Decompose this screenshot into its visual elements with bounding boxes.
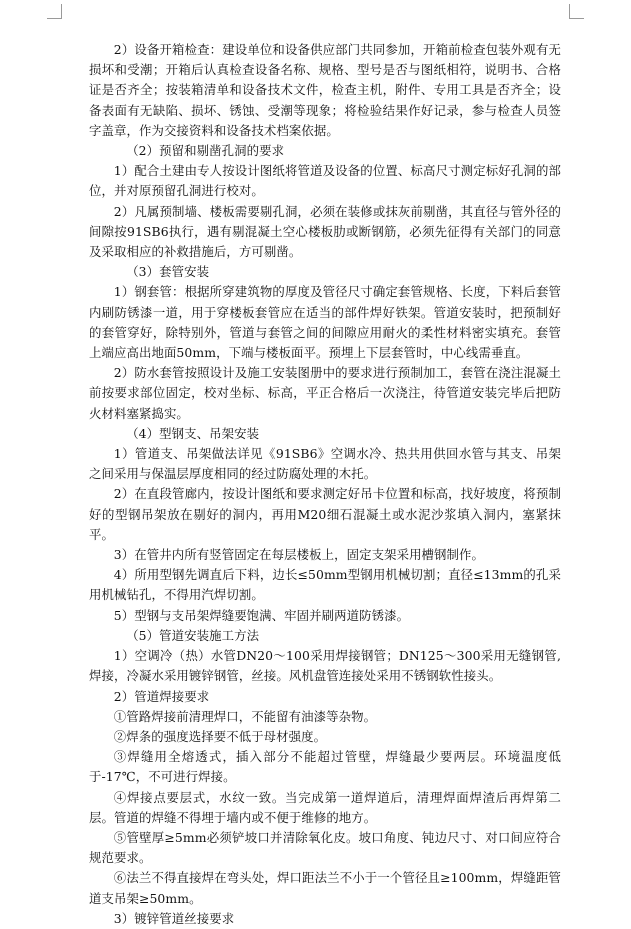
paragraph: 2）设备开箱检查：建设单位和设备供应部门共同参加，开箱前检查包装外观有无损坏和受潮；开箱后认真检查设备名称、规格、型号是否与图纸相符，说明书、合格证是否齐全；按装箱清单和设备技术文件，检查主机，附件、专用工具是否齐全；设备表面有无缺陷、损坏、锈蚀、受潮等现象；将检验结果作好记录，参与检查人员签字盖章，作为交接资料和设备技术档案依据。 [89,42,561,138]
section-heading: （3）套管安装 [126,264,210,280]
paragraph: ⑤管壁厚≥5mm必须铲坡口并清除氧化皮。坡口角度、钝边尺寸、对口间应符合规范要求。 [89,829,561,866]
paragraph: ④焊接点要层式，水纹一致。当完成第一道焊道后，清理焊面焊渣后再焊第二层。管道的焊缝不得埋于墙内或不便于维修的地方。 [89,789,561,825]
section-heading: （2）预留和剔凿孔洞的要求 [126,143,285,159]
paragraph: 1）配合土建由专人按设计图纸将管道及设备的位置、标高尺寸测定标好孔洞的部位，并对原预留孔洞进行校对。 [89,163,561,199]
paragraph: 5）型钢与支吊架焊缝要饱满、牢固并刷两道防锈漆。 [113,607,410,623]
paragraph: 2）在直段管廊内，按设计图纸和要求测定好吊卡位置和标高，找好坡度，将预制好的型钢吊架放在剔好的洞内，再用M20细石混凝土或水泥沙浆填入洞内，塞紧抹平。 [89,486,561,542]
paragraph: ②焊条的强度选择要不低于母材强度。 [113,728,327,744]
document-body [89,40,561,929]
paragraph: 4）所用型钢先调直后下料，边长≤50mm型钢用机械切割；直径≤13mm的孔采用机械钻孔，不得用汽焊切割。 [89,567,561,603]
paragraph: 1）空调冷（热）水管DN20～100采用焊接钢管；DN125～300采用无缝钢管,焊接，冷凝水采用镀锌钢管，丝接。风机盘管连接处采用不锈钢软性接头。 [89,648,561,684]
paragraph: 3）镀锌管道丝接要求 [113,910,235,926]
section-heading: （4）型钢支、吊架安装 [126,425,260,441]
paragraph: 3）在管井内所有竖管固定在每层楼板上，固定支架采用槽钢制作。 [113,547,485,563]
paragraph: ⑥法兰不得直接焊在弯头处，焊口距法兰不小于一个管径且≥100mm，焊缝距管道支吊架≥50mm。 [89,870,561,906]
paragraph: 2）凡属预制墙、楼板需要剔孔洞，必须在装修或抹灰前剔凿，其直径与管外径的间隙按91SB6执行，遇有剔混凝土空心楼板肋或断钢筋，必须先征得有关部门的同意及采取相应的补救措施后，方可剔凿。 [89,203,561,260]
paragraph: 2）防水套管按照设计及施工安装图册中的要求进行预制加工，套管在浇注混凝土前按要求部位固定，校对坐标、标高，平正合格后一次浇注，待管道安装完毕后把防火材料塞紧捣实。 [89,365,561,421]
paragraph: ①管路焊接前清理焊口，不能留有油漆等杂物。 [113,708,377,724]
paragraph: ③焊缝用全熔透式，插入部分不能超过管壁，焊缝最少要两层。环境温度低于-17℃，不可进行焊接。 [89,749,561,785]
paragraph: 1）管道支、吊架做法详见《91SB6》空调水冷、热共用供回水管与其支、吊架之间采用与保温层厚度相同的经过防腐处理的木托。 [89,446,561,482]
page-corner-mark-left [47,4,62,19]
paragraph: 2）管道焊接要求 [113,688,210,704]
section-heading: （5）管道安装施工方法 [126,627,260,643]
paragraph: 1）钢套管：根据所穿建筑物的厚度及管径尺寸确定套管规格、长度，下料后套管内刷防锈漆一道，用于穿楼板套管应在适当的部件焊好铁架。管道安装时，把预制好的套管穿好，除特别外，管道与套管之间的间隙应用耐火的柔性材料密实填充。套管上端应高出地面50mm，下端与楼板面平。预埋上下层套管时，中心线需垂直。 [89,284,561,361]
page-corner-mark-right [569,4,584,19]
